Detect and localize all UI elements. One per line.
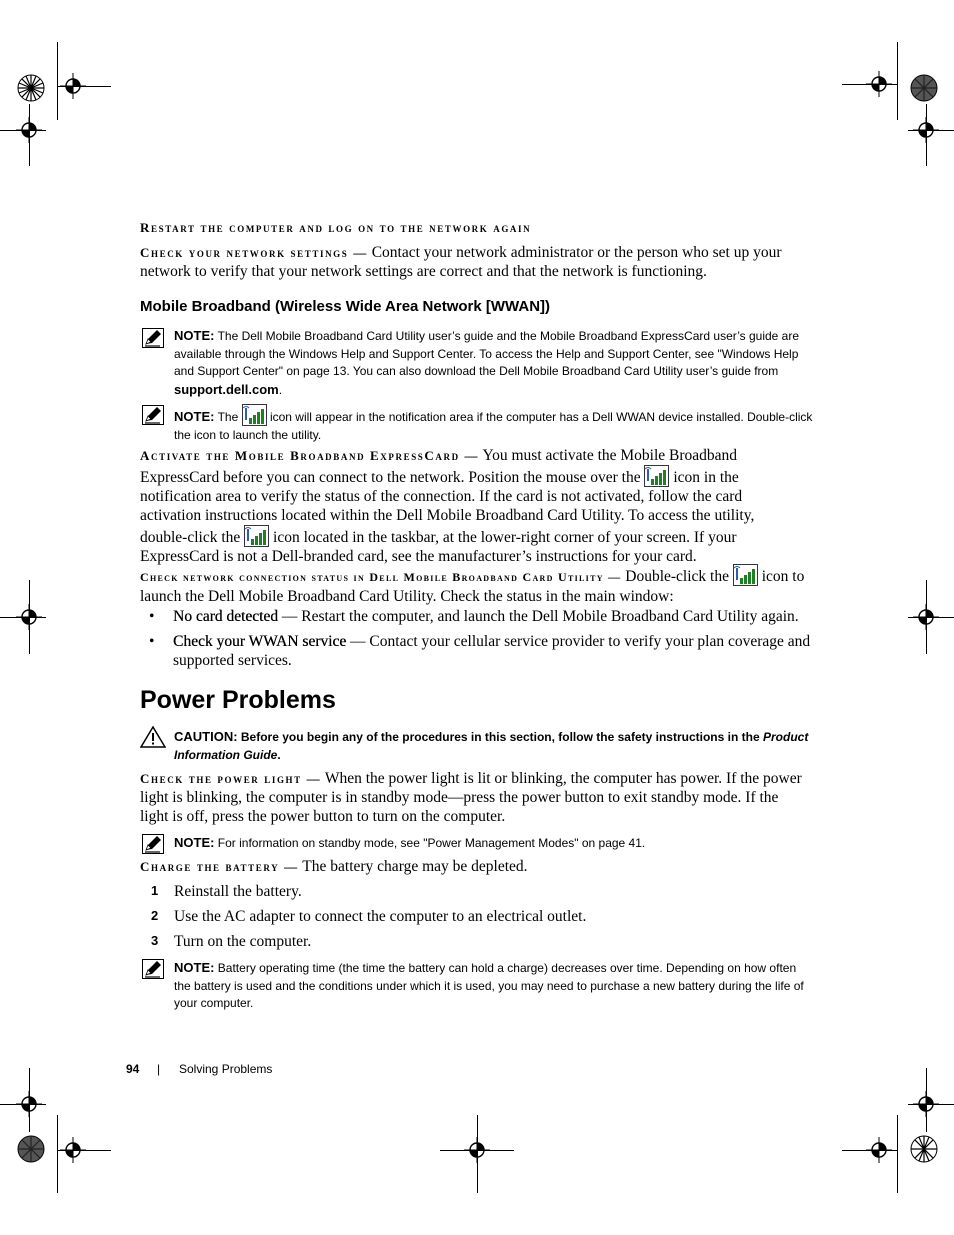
check-status-paragraph bbox=[140, 564, 820, 606]
step-number: 2 bbox=[151, 908, 159, 923]
crosshair-icon bbox=[913, 1091, 939, 1117]
list-item bbox=[0, 882, 954, 904]
wwan-signal-icon bbox=[244, 525, 269, 547]
bullet-bold: No card detected bbox=[173, 608, 278, 625]
note-text: For information on standby mode, see "Power Management Modes" on page 41. bbox=[217, 836, 646, 850]
battery-text: The battery charge may be depleted. bbox=[302, 858, 528, 875]
note-text: The Dell Mobile Broadband Card Utility user’s guide and the Mobile Broadband ExpressCard user’s guide are available through the Windows Help and Support Center. To access the Help and Support Center, see "Windows Help and Support Center" on page 13. You can also download the Dell Mobile Broadband Card Utility user’s guide from bbox=[174, 329, 800, 378]
support-link[interactable]: support.dell.com bbox=[174, 381, 279, 397]
caution-label: CAUTION: bbox=[174, 729, 238, 744]
list-item bbox=[0, 932, 954, 954]
power-light-text: When the power light is lit or blinking, the computer has power. If the power light is blinking, the computer is in standby mode—press the power button to exit standby mode. If the light is off, press the power button to turn on the computer. bbox=[140, 770, 802, 825]
caution-note bbox=[174, 728, 814, 764]
crosshair-icon bbox=[866, 71, 892, 97]
activate-text-b: icon in the notification area to verify the status of the connection. If the card is not activated, follow the card activation instructions located within the Dell Mobile Broadband Card Utility. To access the utility, double-click the bbox=[140, 469, 755, 546]
note-text: Battery operating time (the time the battery can hold a charge) decreases over time. Depending on how often the battery is used and the conditions under which it is used, you may need to purchase a new battery during the life of your computer. bbox=[174, 961, 804, 1010]
crosshair-icon bbox=[866, 1137, 892, 1163]
pencil-note-icon bbox=[142, 834, 164, 854]
crop-rosette-icon bbox=[910, 74, 938, 102]
power-light-paragraph bbox=[140, 769, 810, 826]
bullet-icon: • bbox=[149, 608, 155, 625]
standby-note bbox=[174, 834, 814, 853]
warning-triangle-icon bbox=[140, 726, 166, 748]
caution-end: . bbox=[277, 747, 281, 762]
check-network-text: Contact your network administrator or the person who set up your network to verify that your network settings are correct and that the network is functioning. bbox=[140, 244, 782, 280]
page-number: 94 bbox=[126, 1062, 140, 1076]
crosshair-icon bbox=[16, 604, 42, 630]
list-item bbox=[0, 907, 954, 929]
crosshair-icon bbox=[16, 1091, 42, 1117]
step-text: Use the AC adapter to connect the computer to an electrical outlet. bbox=[174, 908, 587, 925]
list-item bbox=[149, 607, 819, 629]
battery-paragraph bbox=[140, 857, 810, 876]
crop-rosette-icon bbox=[17, 74, 45, 102]
activate-text-c: icon located in the taskbar, at the lower-right corner of your screen. If your ExpressCard is not a Dell-branded card, see the manufacturer’s instructions for your card. bbox=[140, 529, 737, 565]
wwan-section-title: Mobile Broadband (Wireless Wide Area Network [WWAN]) bbox=[140, 298, 551, 315]
activate-paragraph bbox=[140, 446, 790, 566]
caution-text: Before you begin any of the procedures in this section, follow the safety instructions in the bbox=[240, 730, 760, 744]
list-item bbox=[149, 632, 819, 672]
power-section-title: Power Problems bbox=[140, 686, 336, 714]
step-text: Reinstall the battery. bbox=[174, 883, 302, 900]
pencil-note-icon bbox=[142, 405, 164, 425]
restart-heading: Restart the computer and log on to the network again bbox=[140, 220, 532, 235]
check-status-text-a: Double-click the bbox=[625, 568, 729, 585]
wwan-signal-icon bbox=[733, 564, 758, 586]
step-number: 3 bbox=[151, 933, 159, 948]
bullet-icon: • bbox=[149, 633, 155, 650]
footer-section: Solving Problems bbox=[179, 1062, 273, 1076]
caution-italic: Product Information Guide bbox=[174, 730, 809, 762]
activate-text-a: You must activate the Mobile Broadband ExpressCard before you can connect to the network. Position the mouse over the bbox=[140, 447, 738, 486]
wwan-note-1 bbox=[174, 327, 814, 399]
crop-rosette-icon bbox=[17, 1135, 45, 1163]
crop-rosette-icon bbox=[910, 1135, 938, 1163]
activate-heading: Activate the Mobile Broadband ExpressCard — bbox=[140, 448, 480, 463]
pencil-note-icon bbox=[142, 959, 164, 979]
note-label: NOTE: bbox=[174, 835, 215, 850]
note-label: NOTE: bbox=[174, 328, 215, 343]
crosshair-icon bbox=[60, 1137, 86, 1163]
note-label: NOTE: bbox=[174, 409, 215, 424]
crosshair-icon bbox=[913, 604, 939, 630]
step-text: Turn on the computer. bbox=[174, 933, 312, 950]
step-number: 1 bbox=[151, 883, 159, 898]
crosshair-icon bbox=[464, 1137, 490, 1163]
note-text-end: . bbox=[278, 382, 283, 397]
note-text-end: icon will appear in the notification area if the computer has a Dell WWAN device installed. Double-click the icon to launch the utility. bbox=[174, 410, 813, 442]
power-light-heading: Check the power light — bbox=[140, 771, 322, 786]
pencil-note-icon bbox=[142, 328, 164, 348]
check-status-heading: Check network connection status in Dell Mobile Broadband Card Utility — bbox=[140, 570, 622, 584]
wwan-signal-icon bbox=[242, 404, 267, 426]
wwan-note-2 bbox=[174, 404, 814, 444]
check-status-text-b: icon to launch the Dell Mobile Broadband Card Utility. Check the status in the main window: bbox=[140, 568, 805, 605]
note-text: The bbox=[217, 410, 239, 424]
bullet-text: — Restart the computer, and launch the Dell Mobile Broadband Card Utility again. bbox=[278, 608, 799, 625]
bullet-bold: Check your WWAN service bbox=[173, 633, 347, 650]
crosshair-icon bbox=[60, 73, 86, 99]
battery-note bbox=[174, 959, 816, 1013]
battery-heading: Charge the battery — bbox=[140, 859, 299, 874]
check-network-paragraph bbox=[140, 243, 820, 281]
footer-separator: | bbox=[157, 1062, 161, 1076]
note-label: NOTE: bbox=[174, 960, 215, 975]
wwan-signal-icon bbox=[644, 465, 669, 487]
check-network-heading: Check your network settings — bbox=[140, 245, 368, 260]
bullet-text: — Contact your cellular service provider to verify your plan coverage and supported services. bbox=[173, 633, 811, 669]
